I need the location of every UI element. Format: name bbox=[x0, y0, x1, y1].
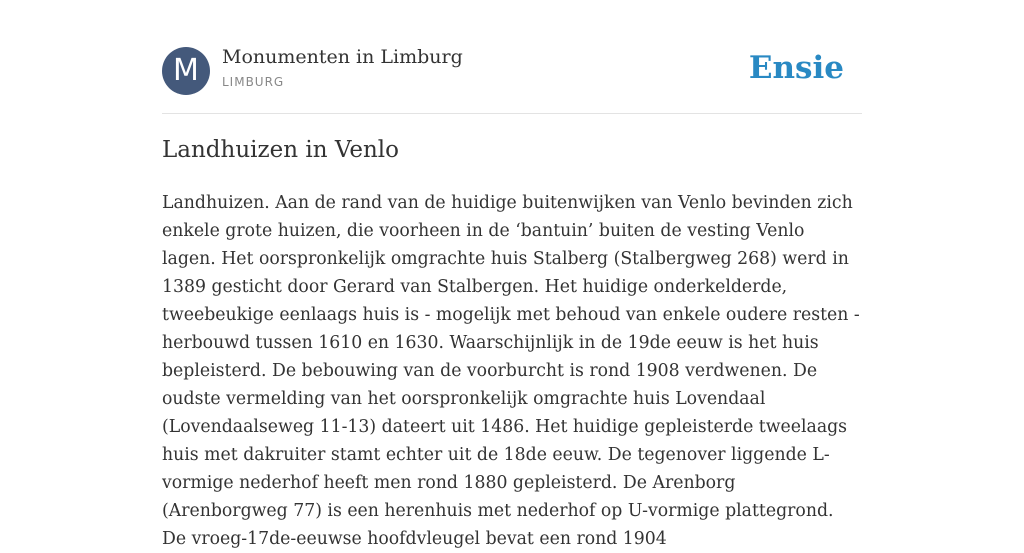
source-title[interactable]: Monumenten in Limburg bbox=[222, 46, 463, 68]
divider bbox=[162, 113, 862, 114]
header bbox=[162, 46, 862, 96]
source-category[interactable]: LIMBURG bbox=[222, 75, 285, 89]
ensie-logo[interactable]: Ensie bbox=[748, 50, 844, 86]
page-title: Landhuizen in Venlo bbox=[162, 137, 399, 163]
article-body: Landhuizen. Aan de rand van de huidige buitenwijken van Venlo bevinden zich enkele grote huizen, die voorheen in de ‘bantuin’ buiten de vesting Venlo lagen. Het oorspronkelijk omgrachte huis Stalberg (Stalbergweg 268) werd in 1389 gesticht door Gerard van Stalbergen. Het huidige onderkelderde, tweebeukige eenlaags huis is - mogelijk met behoud van enkele oudere resten - herbouwd tussen 1610 en 1630. Waarschijnlijk in de 19de eeuw is het huis bepleisterd. De bebouwing van de voorburcht is rond 1908 verdwenen. De oudste vermelding van het oorspronkelijk omgrachte huis Lovendaal (Lovendaalseweg 11-13) dateert uit 1486. Het huidige gepleisterde tweelaags huis met dakruiter stamt echter uit de 18de eeuw. De tegenover liggende L-vormige nederhof heeft men rond 1880 gepleisterd. De Arenborg (Arenborgweg 77) is een herenhuis met nederhof op U-vormige plattegrond. De vroeg-17de-eeuwse hoofdvleugel bevat een rond 1904 bbox=[162, 193, 860, 549]
avatar[interactable]: M bbox=[162, 47, 210, 95]
